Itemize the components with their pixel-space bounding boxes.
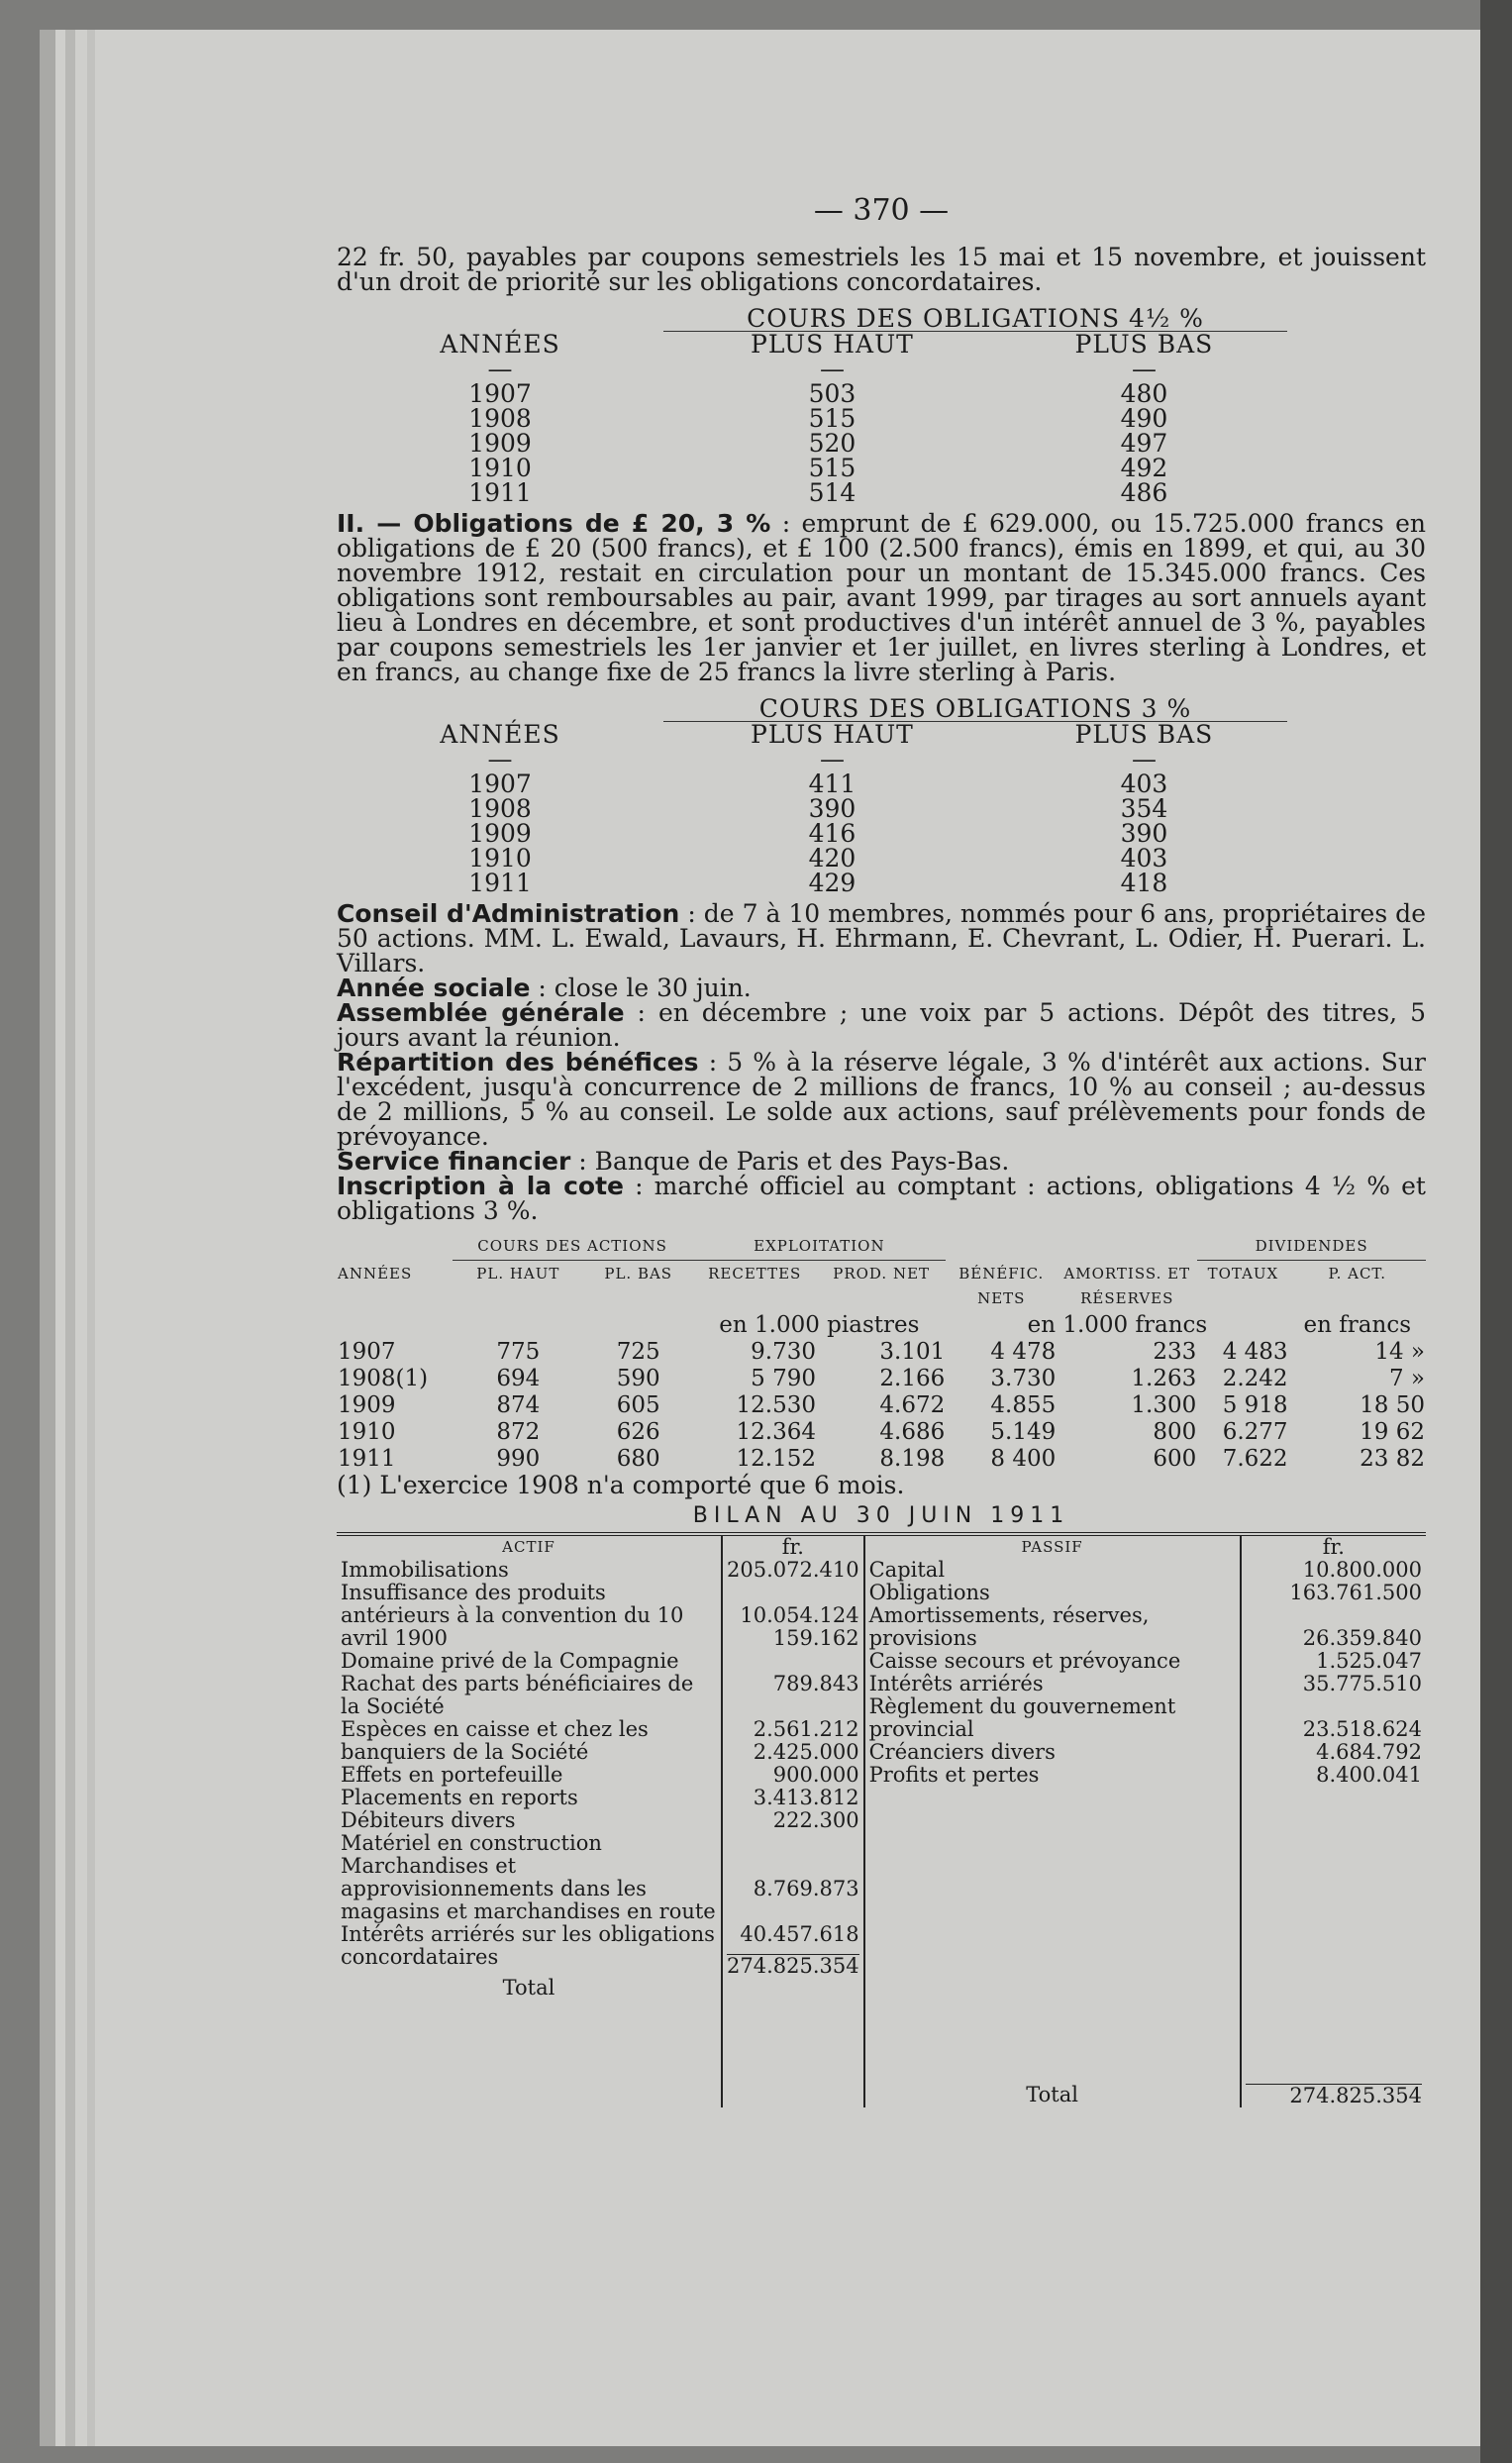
year-cell: 1907	[468, 379, 532, 408]
currency-header: fr.	[1322, 1534, 1345, 1559]
actif-value: 40.457.618	[740, 1921, 859, 1946]
low-cell: 480	[1120, 379, 1168, 408]
col-header: AMORTISS. ET RÉSERVES	[1063, 1264, 1191, 1307]
page-edge	[65, 30, 75, 2446]
page-number: — 370 —	[813, 193, 950, 228]
col-header: ANNÉES	[338, 1264, 413, 1283]
para-assemblee	[337, 1000, 1426, 1050]
passif-value: 4.684.792	[1316, 1739, 1422, 1764]
low-cell: 403	[1120, 844, 1168, 872]
year-cell: 1911	[468, 478, 532, 507]
passif-item: Intérêts arriérés	[868, 1671, 1044, 1695]
high-cell: 515	[808, 404, 857, 433]
year-cell: 1911	[468, 869, 532, 897]
group-exploit: EXPLOITATION	[692, 1233, 946, 1261]
actif-value: 222.300	[772, 1807, 859, 1832]
para-conseil	[337, 901, 1426, 975]
table-row: 1910 872 626 12.364 4.686 5.149 800 6.277 19 62	[338, 1418, 1425, 1445]
passif-item: Amortissements, réserves, provisions	[868, 1602, 1150, 1650]
col-header: TOTAUX	[1207, 1265, 1279, 1283]
high-cell: 520	[808, 429, 857, 458]
table-row: 1911 990 680 12.152 8.198 8 400 600 7.622 23 82	[338, 1445, 1425, 1472]
actif-item: Domaine privé de la Compagnie	[341, 1648, 679, 1673]
col-header: PL. HAUT	[476, 1265, 560, 1283]
shares-exploitation-table	[337, 1233, 1426, 1473]
actif-item: Espèces en caisse et chez les banquiers de la Société	[341, 1716, 649, 1764]
page-content	[337, 193, 1427, 2107]
total-label: Total	[1026, 2082, 1078, 2106]
low-cell: 418	[1120, 869, 1168, 897]
bond-price-table-3: COURS DES OBLIGATIONS 3 % ANNÉES PLUS HAUT PLUS BAS — — — 1907 411 403 1908 390 354 1909 416 390 1910 420 403 1911 429 418	[337, 696, 1287, 895]
actif-value: 159.162	[772, 1625, 859, 1650]
total-passif: 274.825.354	[1246, 2084, 1422, 2107]
balance-sheet	[337, 1532, 1426, 2107]
binding-shadow	[1480, 0, 1512, 2463]
actif-value: 2.425.000	[753, 1739, 859, 1764]
high-cell: 514	[808, 478, 857, 507]
actif-item: Intérêts arriérés sur les obligations concordataires	[341, 1921, 715, 1969]
col-header-years: ANNÉES	[440, 329, 560, 359]
para-text: : marché officiel au comptant : actions, obligations 4 ½ % et obligations 3 %.	[337, 1172, 1426, 1225]
table-row: 1909 874 605 12.530 4.672 4.855 1.300 5 918 18 50	[338, 1391, 1425, 1418]
col-header: BÉNÉFIC. NETS	[958, 1264, 1045, 1307]
unit-label: en francs	[1303, 1311, 1411, 1338]
para-text: : de 7 à 10 membres, nommés pour 6 ans, propriétaires de 50 actions. MM. L. Ewald, Lavaurs, H. Ehrmann, E. Chevrant, L. Odier, H. Puerari. L. Villars.	[337, 899, 1426, 977]
actif-value: 205.072.410	[727, 1557, 859, 1582]
actif-item: Rachat des parts bénéficiaires de la Société	[341, 1671, 694, 1718]
para-label: Conseil d'Administration	[337, 899, 680, 928]
low-cell: 403	[1120, 770, 1168, 798]
para-repartition	[337, 1050, 1426, 1149]
para-label: Inscription à la cote	[337, 1172, 624, 1200]
actif-item: Effets en portefeuille	[341, 1762, 563, 1787]
footnote: (1) L'exercice 1908 n'a comporté que 6 mois.	[337, 1470, 905, 1499]
passif-value: 163.761.500	[1289, 1580, 1422, 1604]
para-label: Assemblée générale	[337, 998, 625, 1027]
para-text: : close le 30 juin.	[538, 974, 752, 1002]
col-header-low: PLUS BAS	[1074, 720, 1214, 749]
group-dividendes: DIVIDENDES	[1197, 1233, 1426, 1261]
low-cell: 492	[1120, 454, 1168, 482]
bilan-title: BILAN AU 30 JUIN 1911	[692, 1502, 1070, 1528]
para-label: Répartition des bénéfices	[337, 1048, 699, 1077]
col-header: PL. BAS	[604, 1265, 673, 1283]
table-group-header: COURS DES OBLIGATIONS 4½ %	[663, 306, 1287, 332]
section2-heading: II. — Obligations de £ 20, 3 %	[337, 509, 771, 538]
col-header-high: PLUS HAUT	[751, 720, 914, 749]
passif-item: Profits et pertes	[868, 1762, 1040, 1787]
col-header-years: ANNÉES	[440, 719, 560, 749]
bond-price-table-4-5: COURS DES OBLIGATIONS 4½ % ANNÉES PLUS HAUT PLUS BAS — — — 1907 503 480 1908 515 490 1909 520 497 1910 515 492 1911 514 486	[337, 306, 1287, 505]
table-group-header: COURS DES OBLIGATIONS 3 %	[663, 696, 1287, 722]
passif-value: 1.525.047	[1316, 1648, 1422, 1673]
table-row: 1907 775 725 9.730 3.101 4 478 233 4 483 14 »	[338, 1338, 1425, 1365]
actif-item: Débiteurs divers	[341, 1807, 516, 1832]
year-cell: 1910	[468, 844, 532, 872]
para-label: Année sociale	[337, 974, 531, 1002]
high-cell: 503	[808, 379, 857, 408]
actif-value: 789.843	[772, 1671, 859, 1695]
currency-header: fr.	[781, 1534, 804, 1559]
actif-item: Matériel en construction	[341, 1830, 602, 1855]
para-annee	[337, 975, 1426, 1000]
high-cell: 515	[808, 454, 857, 482]
actif-value: 2.561.212	[753, 1716, 859, 1741]
passif-value: 10.800.000	[1302, 1557, 1422, 1582]
total-label: Total	[502, 1975, 555, 2000]
passif-item: Caisse secours et prévoyance	[868, 1648, 1181, 1673]
page-edge	[40, 30, 55, 2446]
para-service	[337, 1149, 1426, 1174]
passif-header: PASSIF	[1021, 1537, 1083, 1556]
para-label: Service financier	[337, 1147, 571, 1176]
low-cell: 354	[1120, 794, 1168, 823]
passif-item: Capital	[868, 1557, 946, 1582]
passif-value: 35.775.510	[1302, 1671, 1422, 1695]
para-text: : Banque de Paris et des Pays-Bas.	[578, 1147, 1010, 1176]
high-cell: 416	[808, 819, 857, 848]
passif-item: Obligations	[868, 1580, 990, 1604]
actif-item: Insuffisance des produits antérieurs à la convention du 10 avril 1900	[341, 1580, 684, 1650]
high-cell: 390	[808, 794, 857, 823]
col-header: RECETTES	[708, 1265, 802, 1283]
section2-paragraph	[337, 511, 1426, 684]
low-cell: 490	[1120, 404, 1168, 433]
actif-item: Immobilisations	[341, 1557, 509, 1582]
para-text: : en décembre ; une voix par 5 actions. Dépôt des titres, 5 jours avant la réunion.	[337, 998, 1426, 1052]
col-header-high: PLUS HAUT	[751, 330, 914, 359]
actif-value: 3.413.812	[753, 1785, 859, 1809]
passif-value: 8.400.041	[1316, 1762, 1422, 1787]
passif-value: 26.359.840	[1302, 1625, 1422, 1650]
year-cell: 1909	[468, 819, 532, 848]
year-cell: 1909	[468, 429, 532, 458]
year-cell: 1908	[468, 794, 532, 823]
group-cours: COURS DES ACTIONS	[453, 1233, 693, 1261]
para-text: : 5 % à la réserve légale, 3 % d'intérêt aux actions. Sur l'excédent, jusqu'à concurrence de 2 millions de francs, 10 % au conseil ; au-dessus de 2 millions, 5 % au conseil. Le solde aux actions, sauf prélèvements pour fonds de prévoyance.	[337, 1048, 1426, 1151]
low-cell: 390	[1120, 819, 1168, 848]
passif-item: Créanciers divers	[868, 1739, 1056, 1764]
passif-item: Règlement du gouvernement provincial	[868, 1693, 1176, 1741]
actif-value: 8.769.873	[753, 1876, 859, 1900]
intro-paragraph: 22 fr. 50, payables par coupons semestriels les 15 mai et 15 novembre, et jouissent d'un droit de priorité sur les obligations concordataires.	[337, 243, 1426, 296]
page-edge	[87, 30, 95, 2446]
actif-item: Marchandises et approvisionnements dans les magasins et marchandises en route	[341, 1853, 716, 1923]
unit-label: en 1.000 piastres	[719, 1311, 920, 1338]
high-cell: 429	[808, 869, 857, 897]
col-header: P. ACT.	[1328, 1265, 1386, 1283]
actif-item: Placements en reports	[341, 1785, 578, 1809]
passif-value: 23.518.624	[1302, 1716, 1422, 1741]
col-header: PROD. NET	[833, 1265, 931, 1283]
table-row: 1908(1) 694 590 5 790 2.166 3.730 1.263 2.242 7 »	[338, 1365, 1425, 1391]
actif-value: 10.054.124	[740, 1602, 859, 1627]
year-cell: 1908	[468, 404, 532, 433]
section2-text: : emprunt de £ 629.000, ou 15.725.000 francs en obligations de £ 20 (500 francs), et £ 100 (2.500 francs), émis en 1899, et qui, au 30 novembre 1912, restait en circulation pour un montant de 15.345.000 francs. Ces obligations sont remboursables au pair, avant 1999, par tirages au sort annuels ayant lieu à Londres en décembre, et sont productives d'un intérêt annuel de 3 %, payables par coupons semestriels les 1er janvier et 1er juillet, en livres sterling à Londres, et en francs, au change fixe de 25 francs la livre sterling à Paris.	[337, 509, 1427, 686]
col-header-low: PLUS BAS	[1074, 330, 1214, 359]
high-cell: 420	[808, 844, 857, 872]
para-inscription	[337, 1174, 1426, 1223]
actif-value: 900.000	[772, 1762, 859, 1787]
total-actif: 274.825.354	[727, 1953, 859, 1978]
high-cell: 411	[808, 770, 857, 798]
year-cell: 1907	[468, 770, 532, 798]
low-cell: 497	[1120, 429, 1168, 458]
year-cell: 1910	[468, 454, 532, 482]
actif-header: ACTIF	[502, 1537, 555, 1556]
unit-label: en 1.000 francs	[1027, 1311, 1208, 1338]
low-cell: 486	[1120, 478, 1168, 507]
